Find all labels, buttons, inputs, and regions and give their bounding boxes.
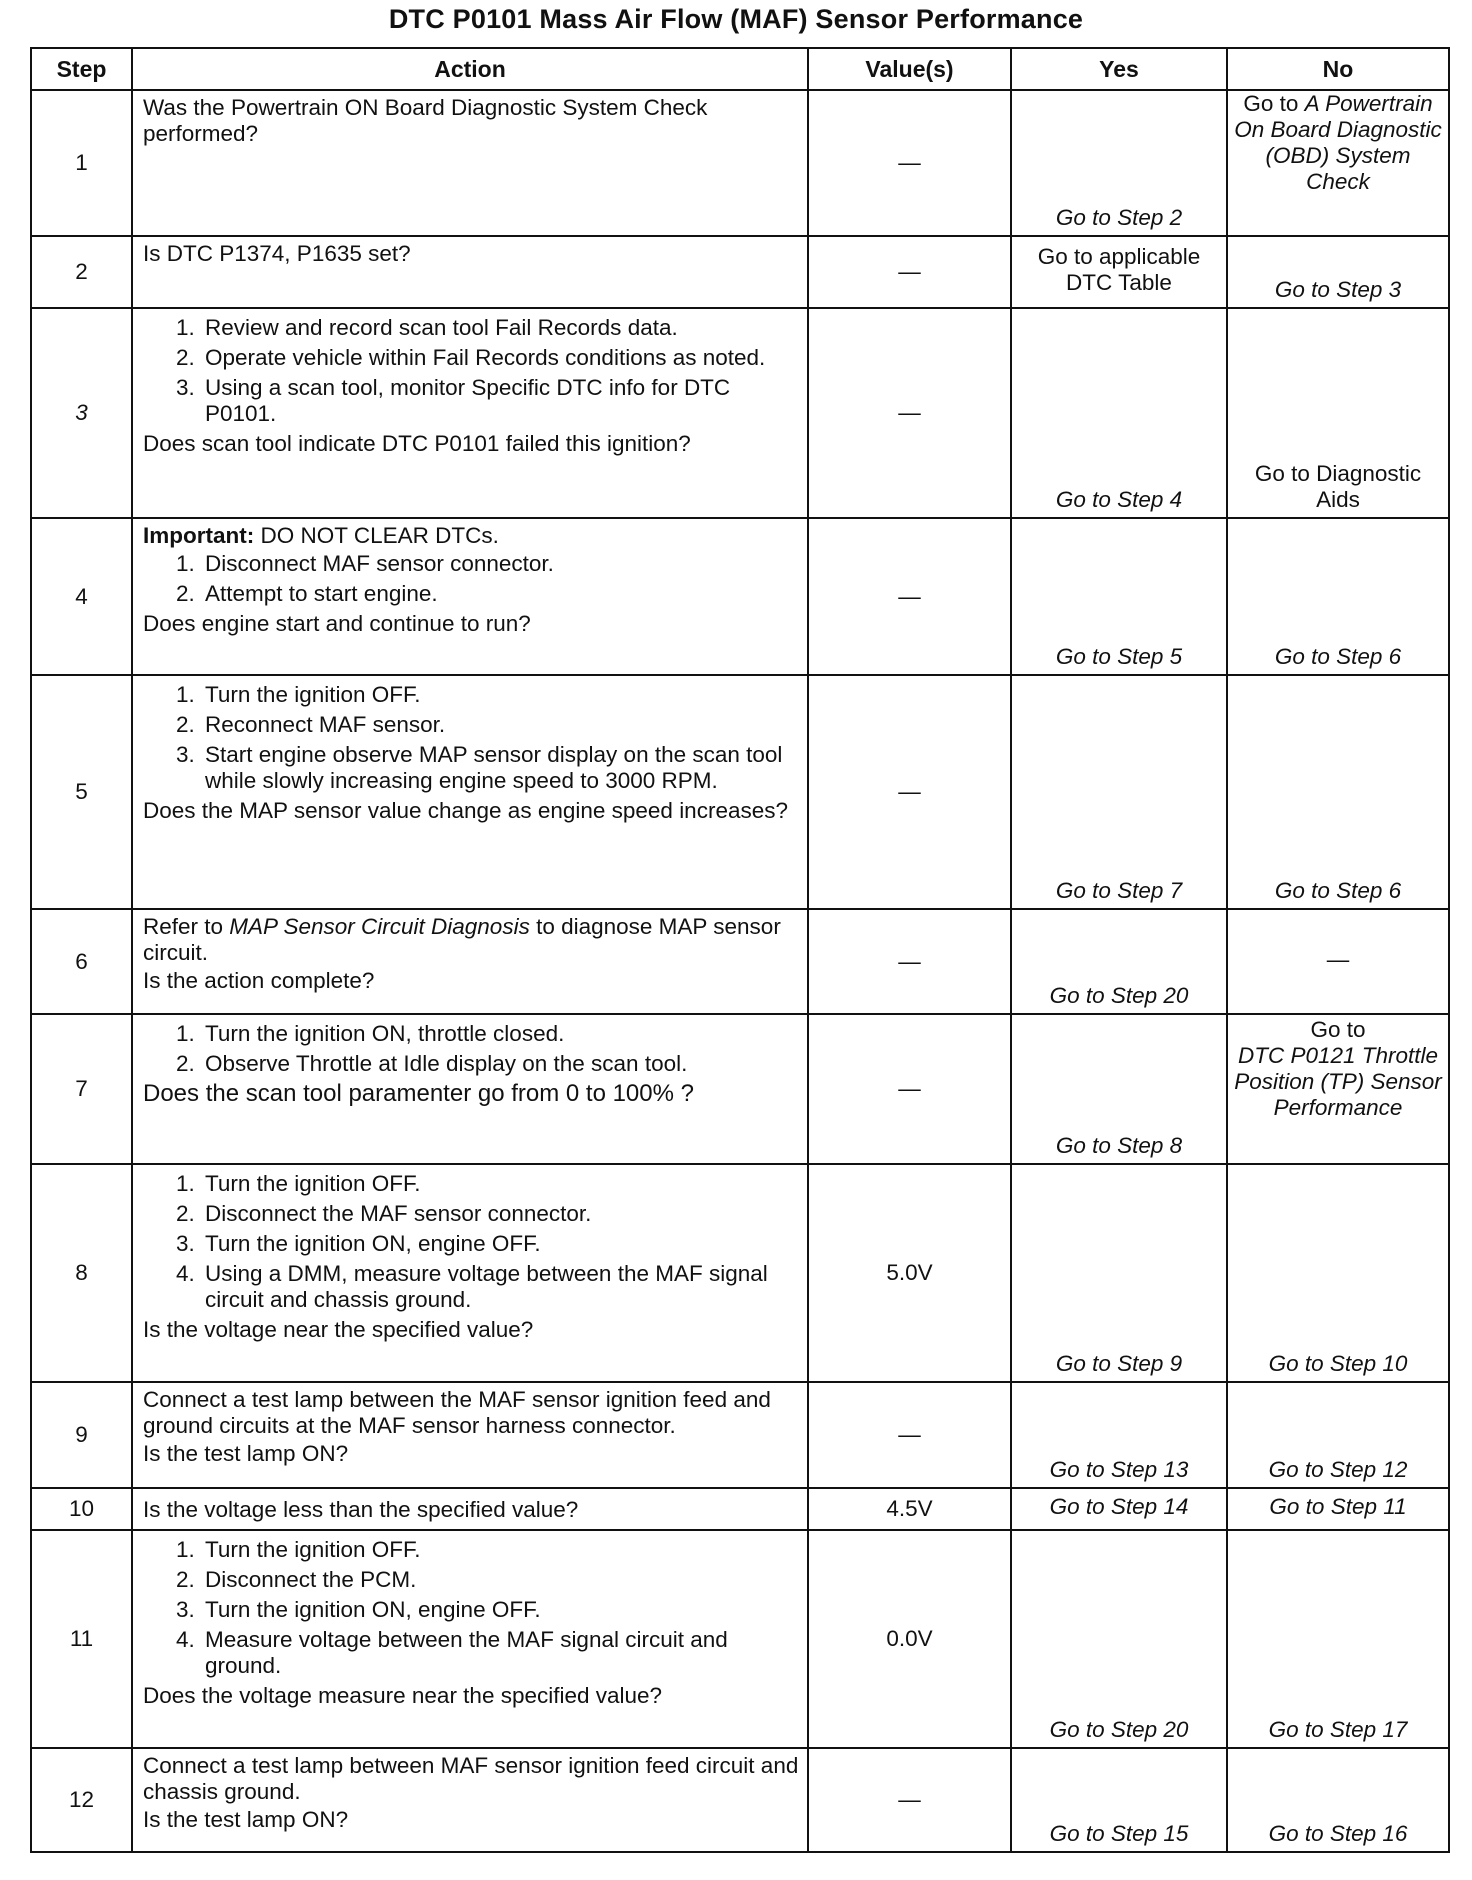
reference-title: MAP Sensor Circuit Diagnosis: [229, 914, 530, 939]
step-number: 8: [31, 1164, 132, 1382]
yes-cell: Go to Step 15: [1011, 1748, 1227, 1852]
action-steps: [143, 551, 799, 607]
action-text: Connect a test lamp between the MAF sensor ignition feed and ground circuits at the MAF sensor harness connector.: [143, 1387, 771, 1438]
refer-to: Refer to: [143, 914, 230, 939]
yes-cell: Go to Step 13: [1011, 1382, 1227, 1488]
value-cell: —: [808, 909, 1011, 1014]
value-cell: —: [808, 1014, 1011, 1164]
action-question: Is the test lamp ON?: [143, 1441, 349, 1466]
diagnostic-table: [30, 47, 1450, 1853]
step-number: 1: [31, 90, 132, 236]
no-cell: Go to Step 11: [1227, 1488, 1449, 1530]
action-step: 3. Turn the ignition ON, engine OFF.: [201, 1231, 799, 1257]
yes-cell: Go to Step 20: [1011, 909, 1227, 1014]
value-cell: —: [808, 236, 1011, 308]
header-action: Action: [132, 48, 808, 90]
action-step: 1. Turn the ignition OFF.: [201, 1537, 799, 1563]
value-cell: —: [808, 1748, 1011, 1852]
table-row: [31, 1488, 1449, 1530]
action-question: Does the scan tool paramenter go from 0 to 100% ?: [143, 1080, 694, 1107]
step-number: 2: [31, 236, 132, 308]
action-steps: [143, 1171, 799, 1313]
no-cell: Go to Step 6: [1227, 518, 1449, 675]
action-question: Is the test lamp ON?: [143, 1807, 349, 1832]
no-cell: [1227, 1014, 1449, 1164]
action-steps: [143, 1021, 799, 1077]
no-reference: A Powertrain On Board Diagnostic (OBD) System Check: [1234, 91, 1442, 194]
action-step: 4. Using a DMM, measure voltage between the MAF signal circuit and chassis ground.: [201, 1261, 799, 1313]
value-cell: —: [808, 675, 1011, 909]
table-row: [31, 236, 1449, 308]
value-cell: —: [808, 518, 1011, 675]
value-cell: —: [808, 308, 1011, 518]
no-reference: DTC P0121 Throttle Position (TP) Sensor Performance: [1234, 1043, 1442, 1120]
action-step: 3. Start engine observe MAP sensor display on the scan tool while slowly increasing engine speed to 3000 RPM.: [201, 742, 799, 794]
step-number: 12: [31, 1748, 132, 1852]
table-row: [31, 909, 1449, 1014]
yes-cell: Go to Step 9: [1011, 1164, 1227, 1382]
yes-cell: Go to Step 8: [1011, 1014, 1227, 1164]
action-steps: [143, 1537, 799, 1679]
refer-rest: to diagnose MAP sensor circuit.: [143, 914, 781, 965]
action-step: 2. Disconnect the PCM.: [201, 1567, 799, 1593]
action-text: Was the Powertrain ON Board Diagnostic System Check performed?: [143, 95, 708, 146]
table-row: [31, 518, 1449, 675]
table-row: [31, 1530, 1449, 1748]
action-step: 2. Disconnect the MAF sensor connector.: [201, 1201, 799, 1227]
action-cell: [132, 1382, 808, 1488]
action-cell: [132, 1748, 808, 1852]
action-cell: [132, 675, 808, 909]
action-cell: [132, 308, 808, 518]
yes-cell: Go to Step 5: [1011, 518, 1227, 675]
step-number: 7: [31, 1014, 132, 1164]
action-step: 1. Review and record scan tool Fail Records data.: [201, 315, 799, 341]
action-cell: [132, 1530, 808, 1748]
no-cell: —: [1227, 909, 1449, 1014]
table-header-row: [31, 48, 1449, 90]
action-step: 1. Turn the ignition OFF.: [201, 1171, 799, 1197]
action-steps: [143, 682, 799, 794]
no-cell: Go to Step 6: [1227, 675, 1449, 909]
action-step: 1. Turn the ignition OFF.: [201, 682, 799, 708]
no-cell: Go to Diagnostic Aids: [1227, 308, 1449, 518]
no-cell: Go to Step 12: [1227, 1382, 1449, 1488]
step-number: 9: [31, 1382, 132, 1488]
action-step: 2. Attempt to start engine.: [201, 581, 799, 607]
action-cell: [132, 90, 808, 236]
table-row: [31, 1382, 1449, 1488]
value-cell: —: [808, 90, 1011, 236]
action-cell: [132, 518, 808, 675]
no-go-to: Go to: [1243, 91, 1305, 116]
no-go-to: Go to: [1310, 1017, 1366, 1042]
action-step: 3. Turn the ignition ON, engine OFF.: [201, 1597, 799, 1623]
value-cell: 4.5V: [808, 1488, 1011, 1530]
yes-cell: Go to Step 4: [1011, 308, 1227, 518]
no-cell: Go to Step 16: [1227, 1748, 1449, 1852]
action-steps: [143, 315, 799, 427]
action-question: Does the voltage measure near the specified value?: [143, 1683, 663, 1708]
action-step: 3. Using a scan tool, monitor Specific DTC info for DTC P0101.: [201, 375, 799, 427]
action-question: Does engine start and continue to run?: [143, 611, 531, 636]
action-step: 1. Turn the ignition ON, throttle closed.: [201, 1021, 799, 1047]
action-step: 4. Measure voltage between the MAF signal circuit and ground.: [201, 1627, 799, 1679]
action-text: Is the voltage less than the specified value?: [143, 1497, 579, 1522]
step-number: 6: [31, 909, 132, 1014]
no-cell: [1227, 90, 1449, 236]
step-number: 4: [31, 518, 132, 675]
table-row: [31, 308, 1449, 518]
action-question: Is the action complete?: [143, 968, 375, 993]
action-step: 1. Disconnect MAF sensor connector.: [201, 551, 799, 577]
action-cell: [132, 236, 808, 308]
yes-cell: Go to Step 7: [1011, 675, 1227, 909]
action-step: 2. Reconnect MAF sensor.: [201, 712, 799, 738]
action-cell: [132, 1014, 808, 1164]
step-number: 10: [31, 1488, 132, 1530]
action-question: Does the MAP sensor value change as engine speed increases?: [143, 798, 788, 823]
step-number: 3: [31, 308, 132, 518]
action-cell: [132, 1164, 808, 1382]
step-number: 11: [31, 1530, 132, 1748]
action-question: Does scan tool indicate DTC P0101 failed this ignition?: [143, 431, 691, 456]
header-values: Value(s): [808, 48, 1011, 90]
header-no: No: [1227, 48, 1449, 90]
action-text: Connect a test lamp between MAF sensor ignition feed circuit and chassis ground.: [143, 1753, 799, 1804]
value-cell: 5.0V: [808, 1164, 1011, 1382]
value-cell: —: [808, 1382, 1011, 1488]
header-yes: Yes: [1011, 48, 1227, 90]
yes-cell: Go to Step 14: [1011, 1488, 1227, 1530]
action-question: Is the voltage near the specified value?: [143, 1317, 534, 1342]
table-row: [31, 1014, 1449, 1164]
no-cell: Go to Step 17: [1227, 1530, 1449, 1748]
action-text: Is DTC P1374, P1635 set?: [143, 241, 411, 266]
action-step: 2. Observe Throttle at Idle display on the scan tool.: [201, 1051, 799, 1077]
yes-cell: Go to applicable DTC Table: [1011, 236, 1227, 308]
action-step: 2. Operate vehicle within Fail Records conditions as noted.: [201, 345, 799, 371]
table-row: [31, 1748, 1449, 1852]
header-step: Step: [31, 48, 132, 90]
action-cell: [132, 1488, 808, 1530]
yes-cell: Go to Step 20: [1011, 1530, 1227, 1748]
value-cell: 0.0V: [808, 1530, 1011, 1748]
no-cell: Go to Step 3: [1227, 236, 1449, 308]
page-title: DTC P0101 Mass Air Flow (MAF) Sensor Performance: [388, 4, 1084, 34]
no-cell: Go to Step 10: [1227, 1164, 1449, 1382]
action-text: [143, 914, 799, 966]
important-label: Important:: [143, 523, 255, 548]
important-note: [143, 523, 799, 549]
important-text: DO NOT CLEAR DTCs.: [254, 523, 499, 548]
step-number: 5: [31, 675, 132, 909]
action-cell: [132, 909, 808, 1014]
table-row: [31, 90, 1449, 236]
yes-cell: Go to Step 2: [1011, 90, 1227, 236]
table-row: [31, 1164, 1449, 1382]
table-row: [31, 675, 1449, 909]
